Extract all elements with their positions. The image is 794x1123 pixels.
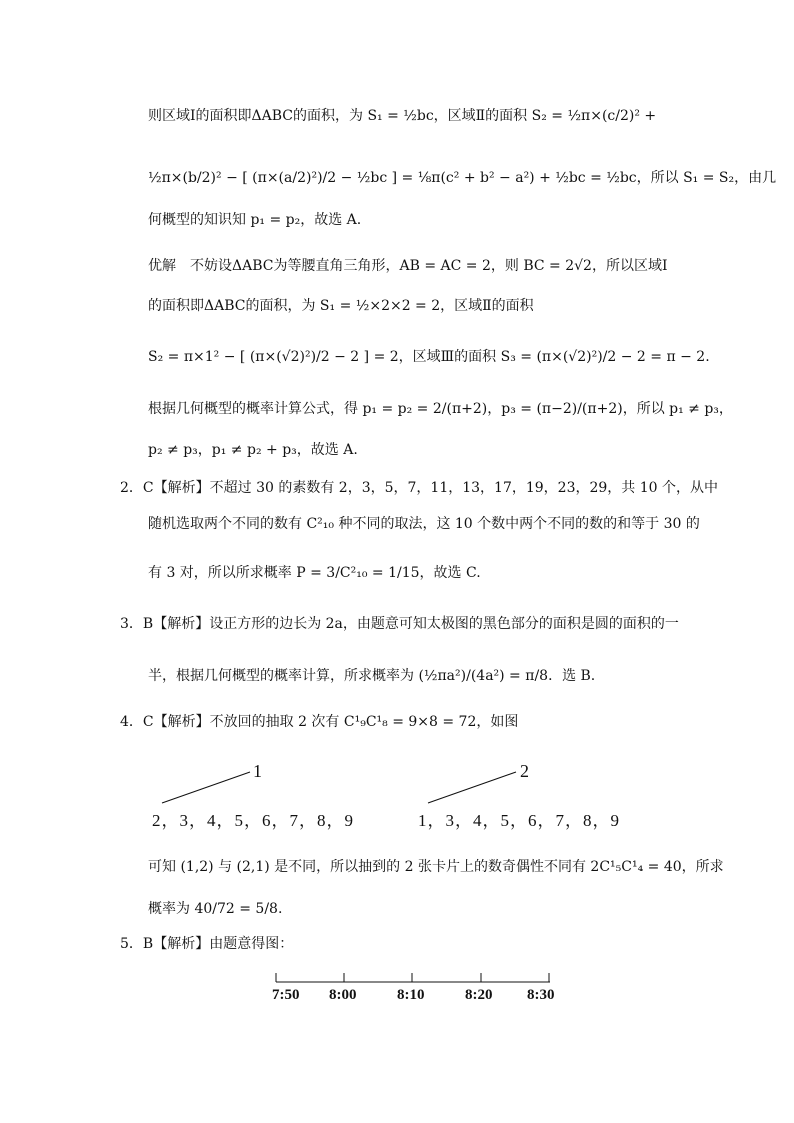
text-line-4: 优解 不妨设ΔABC为等腰直角三角形，AB = AC = 2，则 BC = 2√2，所以区域Ⅰ — [148, 258, 668, 274]
timeline-label-820: 8:20 — [465, 987, 493, 1003]
tree-root-left: 1 — [253, 761, 262, 781]
text-line-14: 4．C【解析】不放回的抽取 2 次有 C¹₉C¹₈ = 9×8 = 72，如图 — [120, 714, 519, 730]
text-line-9: 2．C【解析】不超过 30 的素数有 2，3，5，7，11，13，17，19，23，29，共 10 个，从中 — [120, 480, 719, 496]
text-line-8: p₂ ≠ p₃，p₁ ≠ p₂ + p₃，故选 A. — [148, 442, 358, 458]
text-line-1: 则区域Ⅰ的面积即ΔABC的面积，为 S₁ = ½bc，区域Ⅱ的面积 S₂ = ½π×(c/2)² + — [148, 108, 657, 124]
timeline-label-810: 8:10 — [397, 987, 425, 1003]
timeline-label-830: 8:30 — [527, 987, 555, 1003]
text-line-13: 半，根据几何概型的概率计算，所求概率为 (½πa²)/(4a²) = π/8．选 B. — [148, 668, 596, 684]
text-line-5: 的面积即ΔABC的面积，为 S₁ = ½×2×2 = 2，区域Ⅱ的面积 — [148, 298, 534, 314]
timeline-label-750: 7:50 — [272, 987, 300, 1003]
text-line-12: 3．B【解析】设正方形的边长为 2a，由题意可知太极图的黑色部分的面积是圆的面积的一 — [120, 616, 679, 632]
tree-branch-right: 1，3，4，5，6，7，8，9 — [418, 811, 620, 830]
text-line-3: 何概型的知识知 p₁ = p₂，故选 A. — [148, 212, 362, 228]
text-line-7: 根据几何概型的概率计算公式，得 p₁ = p₂ = 2/(π+2)，p₃ = (π−2)/(π+2)，所以 p₁ ≠ p₃， — [148, 401, 733, 417]
text-line-17: 5．B【解析】由题意得图： — [120, 936, 294, 952]
timeline-label-800: 8:00 — [329, 987, 357, 1003]
text-line-6: S₂ = π×1² − [ (π×(√2)²)/2 − 2 ] = 2，区域Ⅲ的面积 S₃ = (π×(√2)²)/2 − 2 = π − 2. — [148, 349, 710, 365]
text-line-15: 可知 (1,2) 与 (2,1) 是不同，所以抽到的 2 张卡片上的数奇偶性不同有 2C¹₅C¹₄ = 40，所求 — [148, 859, 724, 875]
text-line-2: ½π×(b/2)² − [ (π×(a/2)²)/2 − ½bc ] = ⅛π(c² + b² − a²) + ½bc = ½bc，所以 S₁ = S₂，由几 — [148, 170, 777, 186]
text-line-10: 随机选取两个不同的数有 C²₁₀ 种不同的取法，这 10 个数中两个不同的数的和等于 30 的 — [148, 516, 700, 532]
tree-branch-left: 2，3，4，5，6，7，8，9 — [152, 811, 354, 830]
text-line-11: 有 3 对，所以所求概率 P = 3/C²₁₀ = 1/15，故选 C. — [148, 565, 481, 581]
tree-branch-line-left — [162, 772, 250, 803]
tree-branch-line-right — [428, 772, 516, 803]
tree-root-right: 2 — [520, 761, 529, 781]
text-line-16: 概率为 40/72 = 5/8. — [148, 901, 283, 917]
